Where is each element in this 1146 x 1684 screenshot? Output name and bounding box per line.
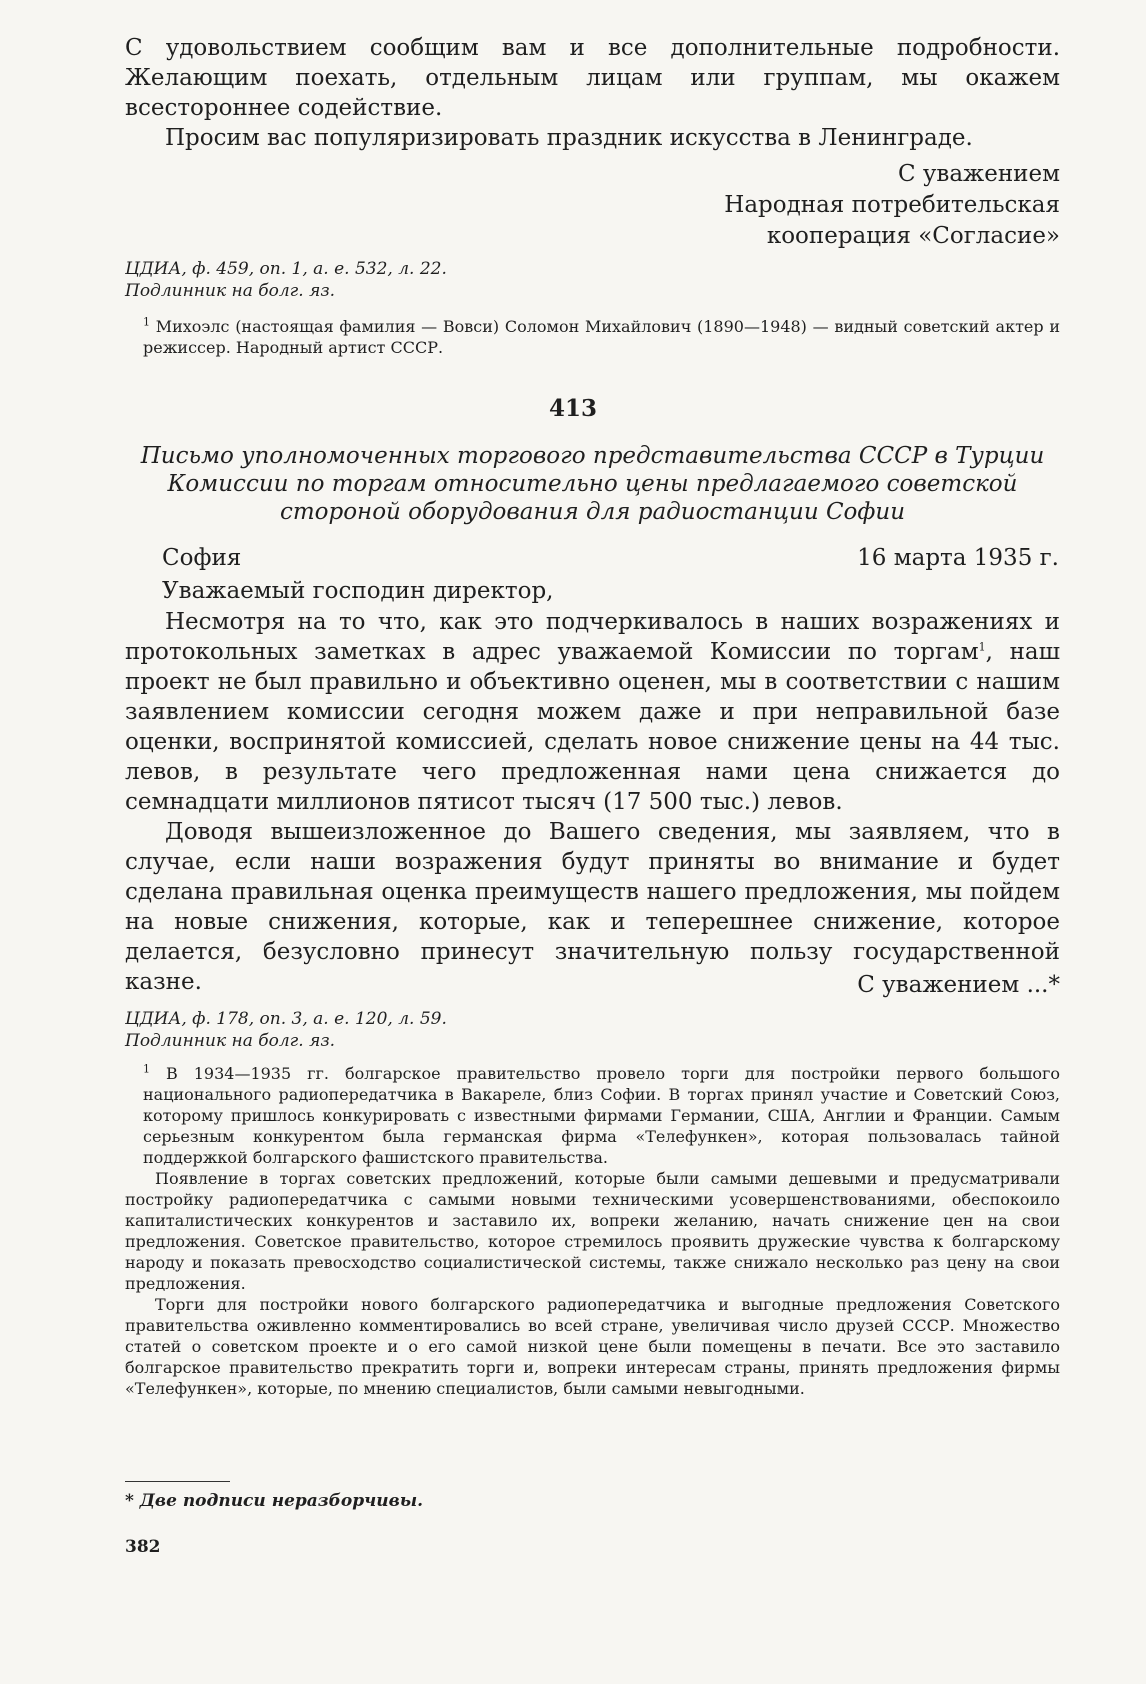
signature-note: * Две подписи неразборчивы. xyxy=(125,1491,424,1511)
closing-line: Народная потребительская xyxy=(724,192,1060,218)
archive-ref: ЦДИА, ф. 459, оп. 1, а. е. 532, л. 22. xyxy=(125,259,447,279)
letter-body xyxy=(125,607,1060,997)
paragraph-text: Несмотря на то что, как это подчеркивалось в наших возражениях и протокольных заметках в адрес уважаемой Комиссии по торгам xyxy=(125,609,1060,665)
footnote-paragraph xyxy=(125,1063,1060,1168)
footnote-marker: 1 xyxy=(143,1062,150,1076)
paragraph: Просим вас популяризировать праздник искусства в Ленинграде. xyxy=(165,125,973,151)
date: 16 марта 1935 г. xyxy=(857,545,1059,571)
footnote-marker: 1 xyxy=(143,315,150,329)
closing-line: С уважением xyxy=(897,161,1060,187)
footnote-divider xyxy=(125,1481,230,1482)
paragraph: С удовольствием сообщим вам и все дополнительные подробности. Желающим поехать, отдельным лицам или группам, мы окажем всестороннее содействие. xyxy=(125,35,1060,121)
archive-note: Подлинник на болг. яз. xyxy=(125,281,336,301)
paragraph xyxy=(125,607,1060,817)
footnote xyxy=(125,316,1060,358)
top-text-block xyxy=(125,33,1060,153)
closing-signature xyxy=(600,159,1060,252)
paragraph-text: , наш проект не был правильно и объективно оценен, мы в соответствии с нашим заявлением комиссии сегодня можем даже и при неправильной базе оценки, воспринятой комиссией, сделать новое снижение цены на 44 тыс. левов, в результате чего предложенная нами цена снижается до семнадцати миллионов пятисот тысяч (17 500 тыс.) левов. xyxy=(125,639,1060,815)
archive-reference xyxy=(125,258,725,302)
footnote-marker: 1 xyxy=(978,640,986,654)
footnote-text: В 1934—1935 гг. болгарское правительство провело торги для постройки первого большого национального радиопередатчика в Вакареле, близ Софии. В торгах принял участие и Советский Союз, которому пришлось конкурировать с известными фирмами Германии, США, Англии и Франции. Самым серьезным конкурентом была германская фирма «Телефункен», которая пользовалась тайной поддержкой болгарского фашистского правительства. xyxy=(143,1064,1060,1167)
place: София xyxy=(162,545,242,571)
document-number: 413 xyxy=(548,395,597,422)
archive-ref: ЦДИА, ф. 178, оп. 3, а. е. 120, л. 59. xyxy=(125,1009,447,1029)
letter-closing: С уважением ...* xyxy=(857,972,1060,998)
footnote-block xyxy=(125,1063,1060,1399)
salutation: Уважаемый господин директор, xyxy=(162,578,554,604)
footnote-paragraph: Появление в торгах советских предложений, которые были самыми дешевыми и предусматривали постройку радиопередатчика с самыми новыми техническими усовершенствованиями, обеспокоило капиталистических конкурентов и заставило их, вопреки желанию, начать снижение цен на свои предложения. Советское правительство, которое стремилось проявить дружеские чувства к болгарскому народу и показать превосходство социалистической системы, также снижало несколько раз цену на свои предложения. xyxy=(125,1169,1060,1293)
footnote-text: Михоэлс (настоящая фамилия — Вовси) Соломон Михайлович (1890—1948) — видный советский актер и режиссер. Народный артист СССР. xyxy=(143,317,1060,357)
archive-note: Подлинник на болг. яз. xyxy=(125,1031,336,1051)
closing-line: кооперация «Согласие» xyxy=(766,223,1060,249)
place-date-line xyxy=(162,545,1059,571)
paragraph: Доводя вышеизложенное до Вашего сведения, мы заявляем, что в случае, если наши возражения будут приняты во внимание и будет сделана правильная оценка преимуществ нашего предложения, мы пойдем на новые снижения, которые, как и теперешнее снижение, которое делается, безусловно принесут значительную пользу государственной казне. xyxy=(125,819,1060,995)
page-number: 382 xyxy=(125,1537,161,1557)
footnote-paragraph: Торги для постройки нового болгарского радиопередатчика и выгодные предложения Советского правительства оживленно комментировались во всей стране, увеличивая число друзей СССР. Множество статей о советском проекте и о его самой низкой цене были помещены в печати. Все это заставило болгарское правительство прекратить торги и, вопреки интересам страны, принять предложения фирмы «Телефункен», которые, по мнению специалистов, были самыми невыгодными. xyxy=(125,1295,1060,1398)
document-title: Письмо уполномоченных торгового представительства СССР в Турции Комиссии по торгам относительно цены предлагаемого советской стороной оборудования для радиостанции Софии xyxy=(140,443,1045,525)
archive-reference xyxy=(125,1008,725,1052)
